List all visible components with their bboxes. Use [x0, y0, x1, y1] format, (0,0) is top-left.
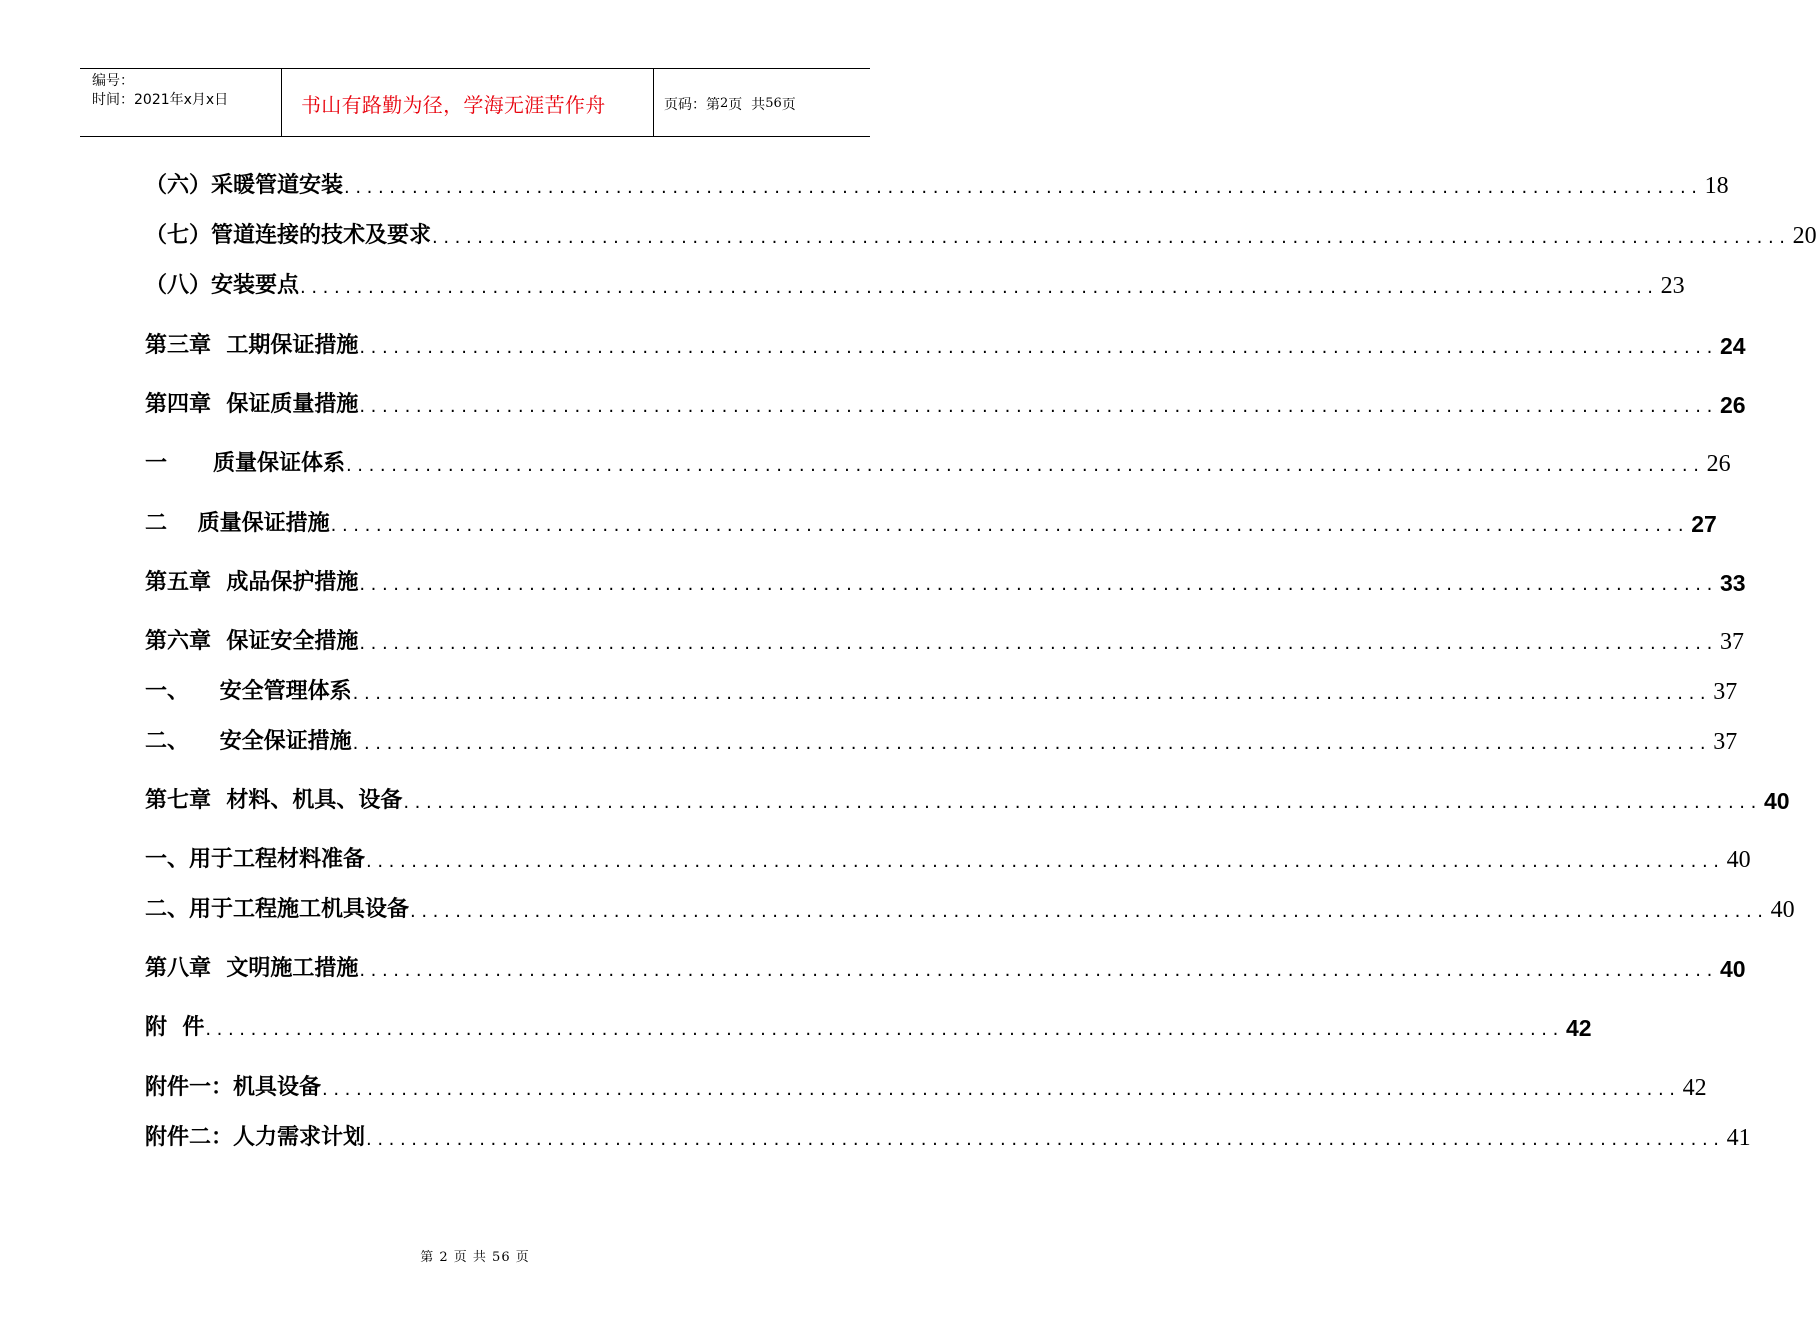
- toc-entry-page: 37: [1719, 629, 1744, 655]
- toc-entry-page: 40: [1719, 956, 1746, 982]
- toc-entry-page: 40: [1770, 897, 1795, 923]
- toc-entry[interactable]: [145, 724, 1738, 756]
- toc-entry-label: 第六章 保证安全措施: [145, 629, 359, 654]
- toc-entry-page: 40: [1763, 788, 1790, 814]
- page-total: 56: [765, 96, 782, 111]
- toc-entry-page: 41: [1726, 1125, 1751, 1151]
- toc-entry[interactable]: [145, 218, 1817, 250]
- toc-entry-page: 26: [1719, 392, 1746, 418]
- toc-leader-dots: ........................................................................................................................: [359, 633, 1718, 654]
- toc-entry[interactable]: [145, 842, 1751, 874]
- toc-entry-page: 18: [1704, 173, 1729, 199]
- toc-entry-page: 20: [1792, 223, 1817, 249]
- toc-leader-dots: ........................................................................................................................: [432, 227, 1791, 248]
- toc-entry[interactable]: [145, 1010, 1592, 1042]
- page-header: [80, 68, 870, 137]
- toc-entry-page: 33: [1719, 570, 1746, 596]
- toc-leader-dots: ........................................................................................................................: [205, 1019, 1564, 1040]
- toc-entry[interactable]: [145, 624, 1744, 656]
- toc-entry[interactable]: [145, 506, 1717, 538]
- toc-entry[interactable]: [145, 1070, 1707, 1102]
- toc-leader-dots: ........................................................................................................................: [359, 960, 1718, 981]
- toc-entry[interactable]: [145, 1120, 1751, 1152]
- toc-entry[interactable]: [145, 783, 1790, 815]
- toc-entry-page: 42: [1565, 1015, 1592, 1041]
- toc-entry-label: 二、 安全保证措施: [145, 729, 352, 754]
- toc-entry-label: 第三章 工期保证措施: [145, 333, 359, 358]
- toc-entry[interactable]: [145, 328, 1746, 360]
- toc-entry-label: 附件一：机具设备: [145, 1075, 322, 1100]
- toc-entry-label: 一、 安全管理体系: [145, 679, 352, 704]
- toc-entry-page: 42: [1682, 1075, 1707, 1101]
- doc-number-label: 编号：: [92, 73, 134, 89]
- toc-entry-page: 37: [1713, 679, 1738, 705]
- toc-entry[interactable]: [145, 892, 1795, 924]
- toc-entry-label: 二、用于工程施工机具设备: [145, 897, 410, 922]
- toc-leader-dots: ........................................................................................................................: [322, 1079, 1681, 1100]
- toc-entry[interactable]: [145, 446, 1731, 478]
- page-prefix: 页码：第: [664, 96, 720, 113]
- toc-entry-label: （七）管道连接的技术及要求: [145, 223, 432, 248]
- page-number: 2: [720, 96, 729, 111]
- toc-entry-page: 23: [1660, 273, 1685, 299]
- toc-leader-dots: ........................................................................................................................: [344, 177, 1703, 198]
- toc-entry-label: 二 质量保证措施: [145, 511, 330, 536]
- toc-leader-dots: ........................................................................................................................: [352, 733, 1712, 754]
- page-mid: 页 共: [728, 96, 766, 113]
- toc-entry-label: 一、用于工程材料准备: [145, 847, 366, 872]
- toc-leader-dots: ........................................................................................................................: [345, 455, 1705, 476]
- toc-entry-page: 27: [1691, 511, 1717, 537]
- toc-entry-page: 37: [1713, 729, 1738, 755]
- toc-leader-dots: ........................................................................................................................: [359, 396, 1718, 417]
- toc-entry[interactable]: [145, 268, 1685, 300]
- toc-entry-page: 26: [1706, 451, 1731, 477]
- toc-leader-dots: ........................................................................................................................: [300, 277, 1659, 298]
- toc-entry-label: 附件二：人力需求计划: [145, 1125, 366, 1150]
- toc-entry[interactable]: [145, 387, 1746, 419]
- toc-entry[interactable]: [145, 674, 1738, 706]
- toc-leader-dots: ........................................................................................................................: [366, 851, 1725, 872]
- toc-entry-page: 24: [1719, 333, 1746, 359]
- header-info-cell: [80, 69, 282, 136]
- toc-entry[interactable]: [145, 168, 1729, 200]
- toc-entry-label: 一 质量保证体系: [145, 451, 345, 476]
- toc-leader-dots: ........................................................................................................................: [359, 337, 1718, 358]
- toc-leader-dots: ........................................................................................................................: [366, 1129, 1725, 1150]
- toc-entry-label: 第四章 保证质量措施: [145, 392, 359, 417]
- toc-entry-label: （八）安装要点: [145, 273, 300, 298]
- page-footer: 第 2 页 共 56 页: [420, 1250, 530, 1265]
- toc-entry-label: 附 件: [145, 1015, 205, 1040]
- toc-entry-page: 40: [1726, 847, 1751, 873]
- toc-entry[interactable]: [145, 565, 1746, 597]
- header-motto-cell: [282, 69, 654, 136]
- toc-leader-dots: ........................................................................................................................: [359, 574, 1718, 595]
- header-page-cell: [654, 69, 870, 136]
- toc-entry-label: 第八章 文明施工措施: [145, 956, 359, 981]
- toc-entry-label: 第七章 材料、机具、设备: [145, 788, 403, 813]
- toc-leader-dots: ........................................................................................................................: [352, 683, 1712, 704]
- toc-entry-label: 第五章 成品保护措施: [145, 570, 359, 595]
- toc-entry[interactable]: [145, 951, 1746, 983]
- toc-leader-dots: ........................................................................................................................: [403, 792, 1762, 813]
- toc-entry-label: （六）采暖管道安装: [145, 173, 344, 198]
- time-label: 时间：2021年x月x日: [92, 92, 229, 108]
- page-suffix: 页: [781, 96, 796, 113]
- toc-leader-dots: ........................................................................................................................: [410, 901, 1769, 922]
- motto-text: 书山有路勤为径，学海无涯苦作舟: [301, 93, 606, 117]
- toc-leader-dots: ........................................................................................................................: [330, 515, 1690, 536]
